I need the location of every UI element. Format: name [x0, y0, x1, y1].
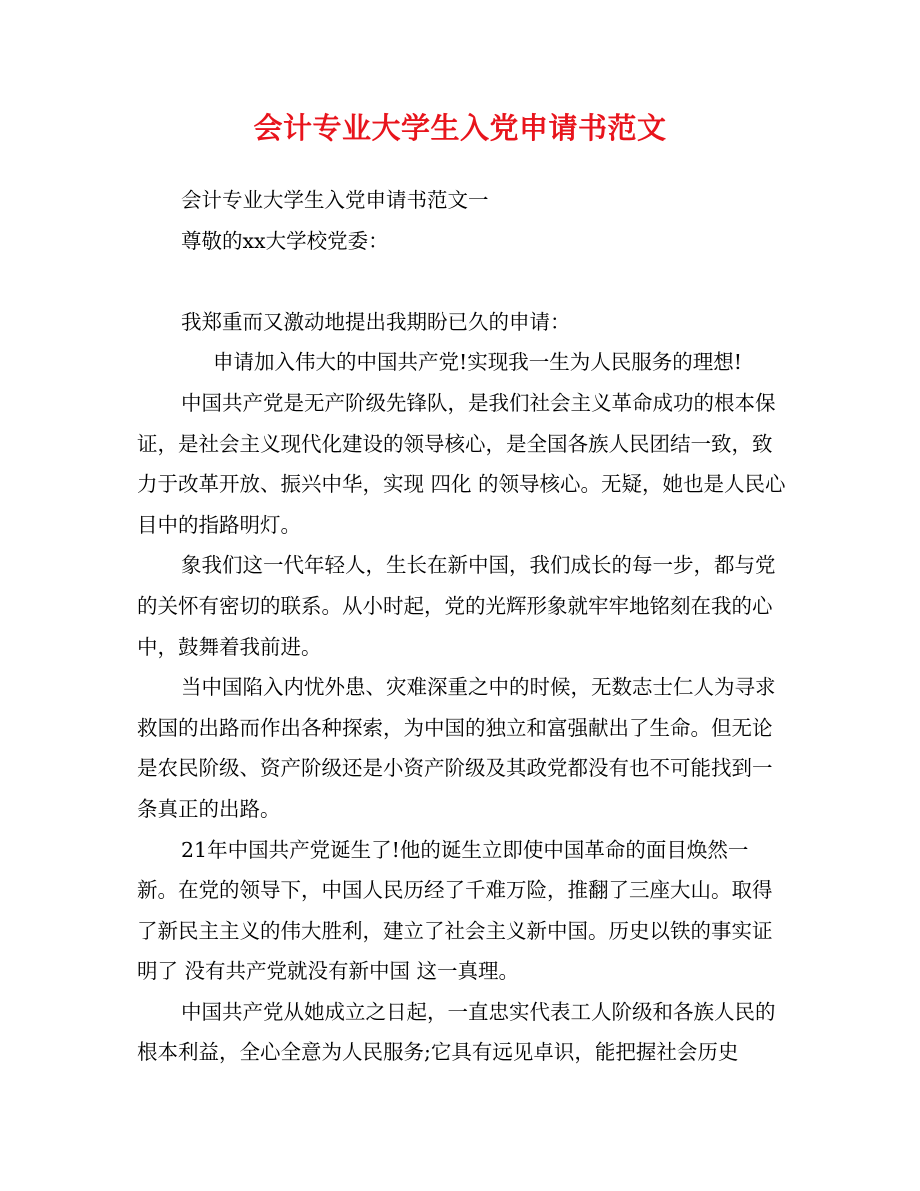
blank-line [137, 261, 787, 302]
paragraph: 象我们这一代年轻人，生长在新中国，我们成长的每一步，都与党的关怀有密切的联系。从小时起，党的光辉形象就牢牢地铭刻在我的心中，鼓舞着我前进。 [137, 553, 776, 659]
document-title: 会计专业大学生入党申请书范文 [253, 111, 667, 145]
paragraph: 21年中国共产党诞生了!他的诞生立即使中国革命的面目焕然一新。在党的领导下，中国人民历经了千难万险，推翻了三座大山。取得了新民主主义的伟大胜利，建立了社会主义新中国。历史以铁的事实证明了 没有共产党就没有新中国 这一真理。 [137, 837, 773, 984]
salutation: 尊敬的xx大学校党委： [181, 228, 389, 253]
paragraph: 当中国陷入内忧外患、灾难深重之中的时候，无数志士仁人为寻求救国的出路而作出各种探索，为中国的独立和富强献出了生命。但无论是农民阶级、资产阶级还是小资产阶级及其政党都没有也不可能找到一条真正的出路。 [137, 675, 776, 821]
paragraph: 中国共产党是无产阶级先锋队，是我们社会主义革命成功的根本保证，是社会主义现代化建设的领导核心，是全国各族人民团结一致，致力于改革开放、振兴中华，实现 四化 的领导核心。无疑，她也是人民心目中的指路明灯。 [137, 390, 786, 537]
document-subtitle: 会计专业大学生入党申请书范文一 [181, 188, 489, 212]
paragraph: 中国共产党从她成立之日起，一直忠实代表工人阶级和各族人民的根本利益，全心全意为人民服务;它具有远见卓识，能把握社会历史 [137, 999, 776, 1065]
paragraph: 申请加入伟大的中国共产党!实现我一生为人民服务的理想! [213, 350, 742, 375]
paragraph: 我郑重而又激动地提出我期盼已久的申请： [181, 309, 571, 334]
document-body [137, 180, 787, 1073]
